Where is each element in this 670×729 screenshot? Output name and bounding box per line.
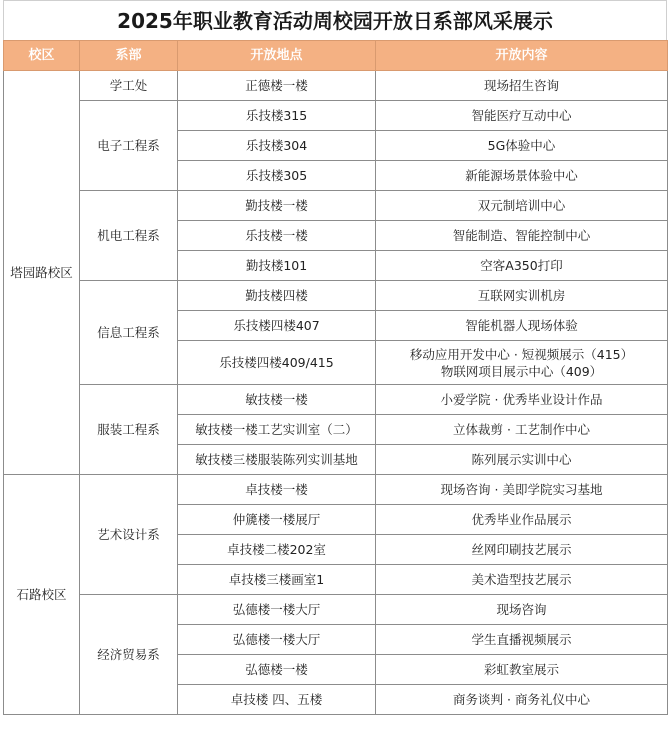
location-cell: 勤技楼四楼 [178,281,376,311]
location-cell: 敏技楼三楼服装陈列实训基地 [178,445,376,475]
department-cell: 学工处 [80,71,178,101]
department-cell: 服装工程系 [80,385,178,475]
location-cell: 正德楼一楼 [178,71,376,101]
table-row [4,475,668,505]
department-cell: 机电工程系 [80,191,178,281]
content-cell [376,415,668,445]
content-cell [376,595,668,625]
department-cell: 信息工程系 [80,281,178,385]
content-line: 物联网项目展示中心（409） [440,363,603,379]
header-row [4,41,668,71]
content-cell [376,281,668,311]
location-cell: 乐技楼305 [178,161,376,191]
content-line: 互联网实训机房 [477,288,566,303]
department-cell: 艺术设计系 [80,475,178,595]
content-line: 5G体验中心 [487,138,556,153]
content-cell [376,131,668,161]
content-line: 移动应用开发中心 · 短视频展示（415） [409,346,634,362]
table-row [4,385,668,415]
location-cell: 乐技楼四楼409/415 [178,341,376,385]
content-line: 现场咨询 [496,602,547,617]
content-cell [376,161,668,191]
content-line: 智能机器人现场体验 [465,318,578,333]
content-line: 小爱学院 · 优秀毕业设计作品 [440,392,603,407]
content-line: 双元制培训中心 [477,198,566,213]
schedule-table [3,40,668,715]
content-cell [376,655,668,685]
content-cell [376,475,668,505]
location-cell: 敏技楼一楼工艺实训室（二） [178,415,376,445]
department-cell: 电子工程系 [80,101,178,191]
location-cell: 勤技楼101 [178,251,376,281]
location-cell: 卓技楼一楼 [178,475,376,505]
content-line: 智能制造、智能控制中心 [452,228,591,243]
content-cell [376,191,668,221]
content-cell [376,221,668,251]
header-location: 开放地点 [178,41,376,71]
location-cell: 弘德楼一楼大厅 [178,595,376,625]
department-cell: 经济贸易系 [80,595,178,715]
content-cell [376,251,668,281]
content-line: 现场招生咨询 [483,78,559,93]
location-cell: 弘德楼一楼 [178,655,376,685]
location-cell: 乐技楼304 [178,131,376,161]
content-line: 优秀毕业作品展示 [471,512,572,527]
content-line: 现场咨询 · 美即学院实习基地 [440,482,603,497]
location-cell: 勤技楼一楼 [178,191,376,221]
content-line: 学生直播视频展示 [471,632,572,647]
table-row [4,101,668,131]
content-cell [376,341,668,385]
table-row [4,71,668,101]
content-line: 彩虹教室展示 [483,662,559,677]
header-dept: 系部 [80,41,178,71]
campus-cell: 石路校区 [4,475,80,715]
content-cell [376,565,668,595]
content-line: 立体裁剪 · 工艺制作中心 [453,422,590,437]
content-cell [376,535,668,565]
content-line: 新能源场景体验中心 [465,168,578,183]
content-line: 陈列展示实训中心 [471,452,572,467]
location-cell: 弘德楼一楼大厅 [178,625,376,655]
header-campus: 校区 [4,41,80,71]
content-cell [376,71,668,101]
location-cell: 卓技楼二楼202室 [178,535,376,565]
location-cell: 仲篪楼一楼展厅 [178,505,376,535]
content-cell [376,505,668,535]
location-cell: 卓技楼三楼画室1 [178,565,376,595]
schedule-document [3,0,667,715]
location-cell: 乐技楼一楼 [178,221,376,251]
location-cell: 乐技楼315 [178,101,376,131]
content-cell [376,101,668,131]
content-line: 美术造型技艺展示 [471,572,572,587]
content-cell [376,445,668,475]
content-cell [376,685,668,715]
content-cell [376,311,668,341]
location-cell: 敏技楼一楼 [178,385,376,415]
content-line: 智能医疗互动中心 [471,108,572,123]
location-cell: 卓技楼 四、五楼 [178,685,376,715]
location-cell: 乐技楼四楼407 [178,311,376,341]
page-title: 2025年职业教育活动周校园开放日系部风采展示 [3,0,667,40]
table-row [4,595,668,625]
table-row [4,281,668,311]
table-body [4,71,668,715]
content-line: 丝网印刷技艺展示 [471,542,572,557]
content-line: 商务谈判 · 商务礼仪中心 [453,692,590,707]
campus-cell: 塔园路校区 [4,71,80,475]
content-line: 空客A350打印 [480,258,563,273]
content-cell [376,625,668,655]
header-content: 开放内容 [376,41,668,71]
content-cell [376,385,668,415]
table-row [4,191,668,221]
